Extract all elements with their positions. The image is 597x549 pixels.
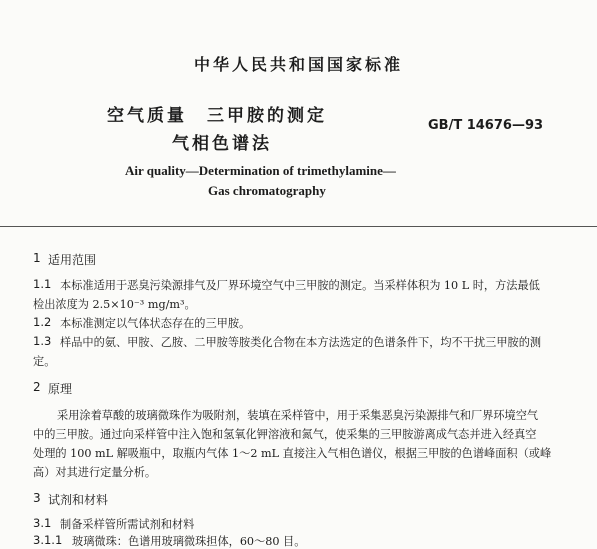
english-title-line2: Gas chromatography (208, 183, 326, 198)
section-2-title: 原理 (48, 382, 73, 396)
item-1-3-line1: 样品中的氨、甲胺、乙胺、二甲胺等胺类化合物在本方法选定的色谱条件下，均不干扰三甲胺的测 (60, 336, 542, 349)
header-divider (0, 226, 597, 227)
english-title-line1: Air quality—Determination of trimethylamine— (125, 163, 396, 178)
principle-line3: 处理的 100 mL 解吸瓶中，取瓶内气体 1～2 mL 直接注入气相色谱仪，根据三甲胺的色谱峰面积（或峰 (33, 447, 552, 460)
principle-line1: 采用涂着草酸的玻璃微珠作为吸附剂，装填在采样管中，用于采集恶臭污染源排气和厂界环境空气 (57, 409, 539, 422)
section-2-number: 2 (33, 380, 41, 394)
item-1-1-line2: 检出浓度为 2.5×10⁻³ mg/m³。 (33, 298, 196, 311)
item-1-1-number: 1.1 (33, 277, 52, 291)
item-3-1-1-number: 3.1.1 (33, 533, 63, 547)
section-1-number: 1 (33, 251, 41, 265)
section-3-number: 3 (33, 491, 41, 505)
item-1-2-line1: 本标准测定以气体状态存在的三甲胺。 (60, 317, 251, 330)
item-1-1-line1: 本标准适用于恶臭污染源排气及厂界环境空气中三甲胺的测定。当采样体积为 10 L 时，方法最低 (60, 279, 540, 292)
section-1-title: 适用范围 (48, 253, 97, 267)
section-3-title: 试剂和材料 (48, 493, 109, 507)
standard-category-header: 中华人民共和国国家标准 (193, 55, 403, 74)
item-3-1-text: 制备采样管所需试剂和材料 (60, 518, 195, 531)
doc-title-line2: 气相色谱法 (172, 134, 272, 154)
standard-number: GB/T 14676—93 (428, 118, 544, 133)
item-3-1-1-text: 玻璃微珠：色谱用玻璃微珠担体，60～80 目。 (72, 535, 306, 548)
item-3-1-number: 3.1 (33, 516, 52, 530)
item-1-3-number: 1.3 (33, 334, 52, 348)
doc-title-line1: 空气质量 三甲胺的测定 (107, 106, 327, 126)
principle-line4: 高）对其进行定量分析。 (33, 466, 157, 479)
principle-line2: 中的三甲胺。通过向采样管中注入饱和氢氧化钾溶液和氮气，使采集的三甲胺游离成气态并进入经真空 (33, 428, 537, 441)
item-1-3-line2: 定。 (33, 355, 56, 368)
item-1-2-number: 1.2 (33, 315, 52, 329)
